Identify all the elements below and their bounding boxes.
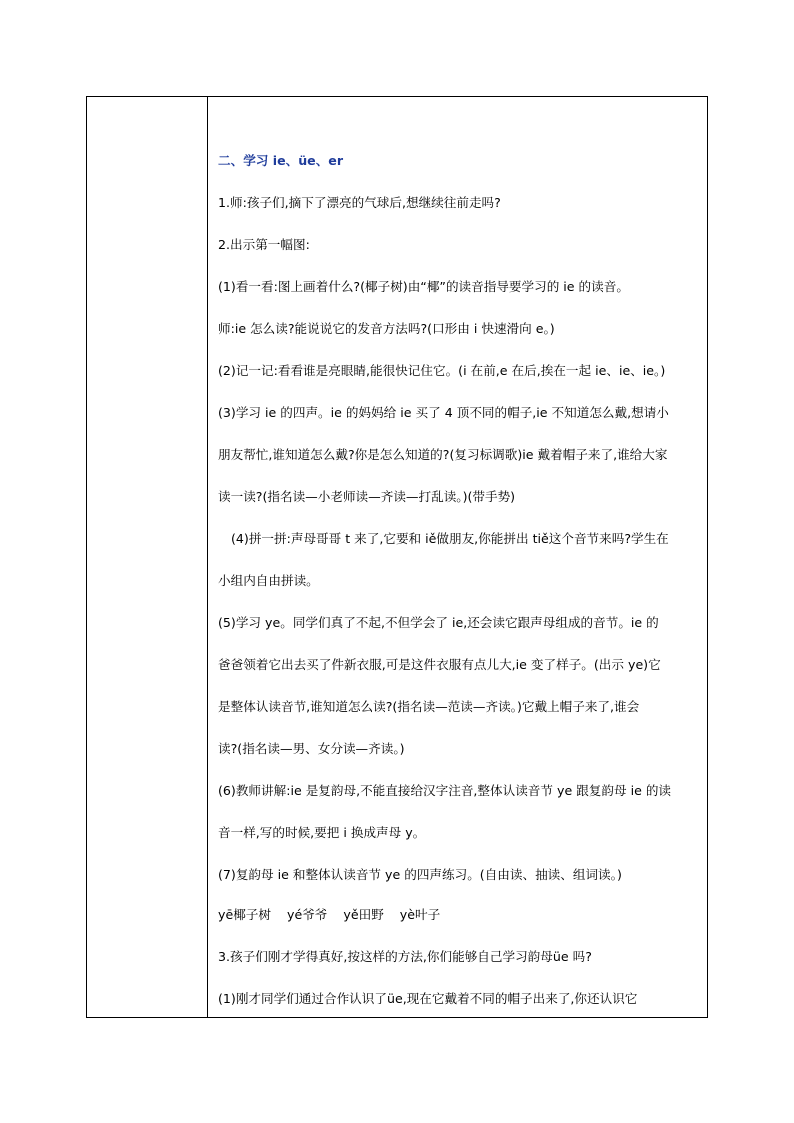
paragraph-line: (7)复韵母 ie 和整体认读音节 ye 的四声练习。(自由读、抽读、组词读。) — [218, 867, 622, 882]
section-heading: 二、学习 ie、üe、er — [218, 153, 344, 168]
paragraph-line: 是整体认读音节,谁知道怎么读?(指名读—范读—齐读。)它戴上帽子来了,谁会 — [218, 699, 640, 714]
lesson-content-cell — [209, 97, 707, 1017]
paragraph-line: (2)记一记:看看谁是亮眼睛,能很快记住它。(i 在前,e 在后,挨在一起 ie、ie、ie。) — [218, 363, 666, 378]
paragraph-line: 音一样,写的时候,要把 i 换成声母 y。 — [218, 825, 426, 840]
lesson-table — [86, 96, 708, 1018]
paragraph-line: 朋友帮忙,谁知道怎么戴?你是怎么知道的?(复习标调歌)ie 戴着帽子来了,谁给大家 — [218, 447, 668, 462]
paragraph-line: (1)刚才同学们通过合作认识了üe,现在它戴着不同的帽子出来了,你还认识它 — [218, 991, 638, 1006]
paragraph-line: 爸爸领着它出去买了件新衣服,可是这件衣服有点儿大,ie 变了样子。(出示 ye)它 — [218, 657, 661, 672]
paragraph-line: (3)学习 ie 的四声。ie 的妈妈给 ie 买了 4 顶不同的帽子,ie 不知道怎么戴,想请小 — [218, 405, 669, 420]
paragraph-line: 师:ie 怎么读?能说说它的发音方法吗?(口形由 i 快速滑向 e。) — [218, 321, 555, 336]
paragraph-line: (6)教师讲解:ie 是复韵母,不能直接给汉字注音,整体认读音节 ye 跟复韵母 ie 的读 — [218, 783, 672, 798]
paragraph-line: 读?(指名读—男、女分读—齐读。) — [218, 741, 405, 756]
paragraph-line: 读一读?(指名读—小老师读—齐读—打乱读。)(带手势) — [218, 489, 516, 504]
word-examples-line: yē椰子树 yé爷爷 yě田野 yè叶子 — [218, 907, 441, 922]
paragraph-line: 小组内自由拼读。 — [218, 573, 319, 588]
paragraph-line: 3.孩子们刚才学得真好,按这样的方法,你们能够自己学习韵母üe 吗? — [218, 949, 592, 964]
paragraph-line: (1)看一看:图上画着什么?(椰子树)由“椰”的读音指导要学习的 ie 的读音。 — [218, 279, 629, 294]
paragraph-line: (5)学习 ye。同学们真了不起,不但学会了 ie,还会读它跟声母组成的音节。ie 的 — [218, 615, 659, 630]
left-column-cell — [87, 97, 208, 1017]
paragraph-line: (4)拼一拼:声母哥哥 t 来了,它要和 iě做朋友,你能拼出 tiě这个音节来吗?学生在 — [231, 531, 669, 546]
paragraph-line: 1.师:孩子们,摘下了漂亮的气球后,想继续往前走吗? — [218, 195, 501, 210]
paragraph-line: 2.出示第一幅图: — [218, 237, 310, 252]
